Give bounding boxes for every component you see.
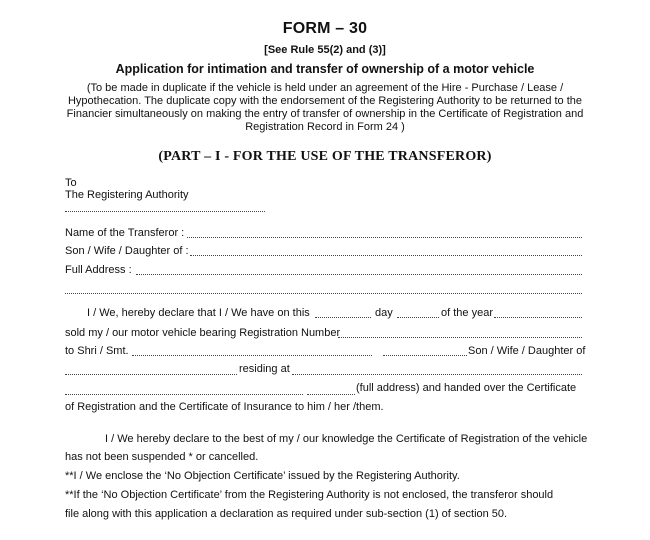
declaration-text: (full address) and handed over the Certificate	[356, 382, 577, 394]
residence-field-2[interactable]	[65, 385, 303, 395]
declaration-text: sold my / our motor vehicle bearing Registration Number	[65, 327, 341, 339]
residence-field-3[interactable]	[307, 385, 355, 395]
declaration-text: of Registration and the Certificate of Insurance to him / her /them.	[65, 401, 384, 413]
full-address-field-2[interactable]	[65, 284, 582, 294]
declaration-text: I / We hereby declare to the best of my / our knowledge the Certificate of Registration of the vehicle	[105, 433, 588, 445]
declaration-text: **If the ‘No Objection Certificate’ from the Registering Authority is not enclosed, the transferor should	[65, 489, 554, 501]
relation-field[interactable]	[190, 246, 582, 256]
full-address-label: Full Address :	[65, 264, 132, 276]
rule-reference: [See Rule 55(2) and (3)]	[264, 44, 386, 56]
form-heading: Application for intimation and transfer of ownership of a motor vehicle	[115, 62, 535, 76]
declaration-text: to Shri / Smt.	[65, 345, 129, 357]
year-label: of the year	[441, 307, 493, 319]
declaration-text: **I / We enclose the ‘No Objection Certificate’ issued by the Registering Authority.	[65, 470, 460, 482]
day-value-field[interactable]	[397, 308, 439, 318]
day-field[interactable]	[315, 308, 371, 318]
note-line: (To be made in duplicate if the vehicle is held under an agreement of the Hire - Purchase / Lease /	[86, 82, 564, 94]
address-to: To	[65, 177, 77, 189]
declaration-text: file along with this application a declaration as required under sub-section (1) of section 50.	[65, 508, 508, 520]
note-line: Financier simultaneously on making the entry of transfer of ownership in the Certificate of Registration and	[66, 108, 584, 120]
note-line: Hypothecation. The duplicate copy with the endorsement of the Registering Authority to be returned to the	[67, 95, 583, 107]
note-line: Registration Record in Form 24 )	[245, 121, 405, 133]
day-label: day	[375, 307, 393, 319]
authority-address-field[interactable]	[65, 202, 265, 212]
transferee-name-field[interactable]	[132, 346, 372, 356]
transferor-name-field[interactable]	[187, 228, 582, 238]
declaration-text: has not been suspended * or cancelled.	[65, 451, 259, 463]
form-title: FORM – 30	[282, 20, 368, 37]
transferee-relation-field[interactable]	[65, 365, 237, 375]
transferor-name-label: Name of the Transferor :	[65, 227, 185, 239]
full-address-field[interactable]	[136, 265, 582, 275]
relation-label: Son / Wife / Daughter of :	[65, 245, 189, 257]
address-authority: The Registering Authority	[65, 189, 189, 201]
declaration-text: Son / Wife / Daughter of	[468, 345, 586, 357]
year-field[interactable]	[494, 308, 582, 318]
declaration-text: residing at	[239, 363, 290, 375]
declaration-text: I / We, hereby declare that I / We have on this	[87, 307, 310, 319]
residence-field[interactable]	[292, 365, 582, 375]
registration-number-field[interactable]	[338, 328, 582, 338]
part-title: (PART – I - FOR THE USE OF THE TRANSFEROR)	[158, 149, 492, 164]
transferee-name-field-2[interactable]	[383, 346, 467, 356]
